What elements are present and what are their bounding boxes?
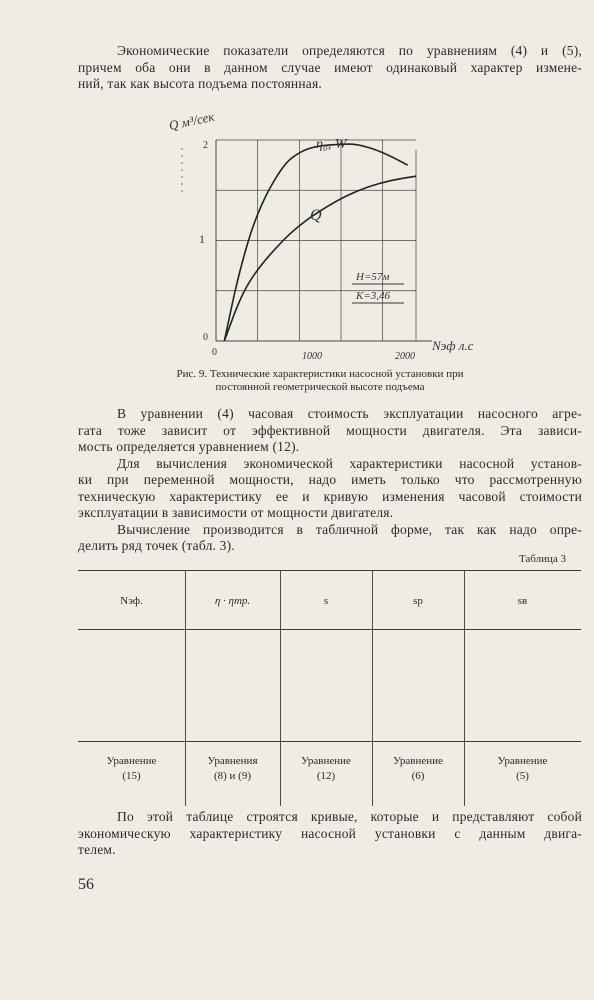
paragraph-body	[78, 406, 582, 555]
text-line: ний, так как высота подъема постоянная.	[78, 76, 322, 91]
data-table	[78, 570, 581, 806]
table-rule-header	[78, 629, 581, 630]
text-line: техническую характеристику ее и кривую изменения часовой стоимости	[78, 488, 582, 504]
chart-curves	[224, 144, 416, 341]
table-header-cell: η · ηтр.	[214, 595, 251, 607]
text-line: Экономические показатели определяются по уравнениям (4) и (5),	[117, 43, 582, 58]
y-tick-label: 0	[203, 332, 208, 343]
annotation-k: K=3,46	[356, 290, 391, 302]
curve-label-q: Q	[310, 207, 322, 224]
caption-line: Рис. 9. Технические характеристики насосной установки при	[176, 368, 464, 380]
series-line-q	[224, 176, 416, 341]
chart-grid	[182, 140, 432, 341]
table-footer-cell: Уравнения (8) и (9)	[207, 755, 258, 782]
table-header-cell: sр	[413, 595, 423, 607]
x-axis-label: Nэф л.с	[432, 338, 474, 353]
figure-chart	[0, 108, 594, 368]
paragraph-intro	[78, 43, 582, 93]
curve-label-eta: η₀, W	[316, 137, 347, 152]
caption-line: постоянной геометрической высоте подъема	[215, 381, 425, 393]
table-header-cell: s	[323, 595, 329, 607]
table-footer-cell: Уравнение (15)	[106, 755, 157, 782]
text-line: гата тоже зависит от эффективной мощности двигателя. Эта зависи-	[78, 422, 582, 438]
text-line: ки при переменной мощности, надо иметь только что рассмотренную	[78, 472, 582, 487]
text-line: экономическую характеристику насосной установки с данным двига-	[78, 825, 582, 841]
text-line: телем.	[78, 842, 116, 857]
x-tick-label: 0	[212, 347, 217, 358]
table-footer-cell: Уравнение (12)	[301, 755, 351, 782]
y-tick-label: 2	[203, 140, 208, 151]
annotation-h: H=57м	[356, 271, 390, 283]
table-rule-body	[78, 741, 581, 742]
text-line: эксплуатации в зависимости от мощности двигателя.	[78, 505, 394, 520]
x-tick-label: 1000	[302, 351, 322, 362]
y-tick-label: 1	[199, 232, 205, 246]
y-axis-label: Q м³/сек	[167, 108, 216, 133]
table-footer-cell: Уравнение (6)	[393, 755, 443, 782]
text-line: Для вычисления экономической характеристики насосной установ-	[117, 455, 582, 471]
table-footer-cell: Уравнение (5)	[497, 755, 548, 782]
paragraph-conclusion	[78, 809, 582, 859]
figure-caption	[110, 368, 530, 394]
text-line: причем оба они в данном случае имеют одинаковый характер измене-	[78, 59, 582, 75]
page-number: 56	[78, 876, 94, 893]
text-line: По этой таблице строятся кривые, которые и представляют собой	[117, 809, 582, 824]
table-rule-top	[78, 570, 581, 571]
text-line: мость определяется уравнением (12).	[78, 439, 300, 454]
x-tick-label: 2000	[395, 351, 415, 362]
table-title: Таблица 3	[518, 553, 566, 565]
text-line: делить ряд точек (табл. 3).	[78, 538, 235, 553]
text-line: Вычисление производится в табличной форме, так как надо опре-	[117, 521, 582, 537]
table-header-cell: sв	[517, 595, 528, 607]
series-line-eta-w	[224, 144, 407, 341]
table-header-cell: Nэф.	[120, 595, 143, 607]
text-line: В уравнении (4) часовая стоимость эксплуатации насосного агре-	[117, 406, 582, 421]
